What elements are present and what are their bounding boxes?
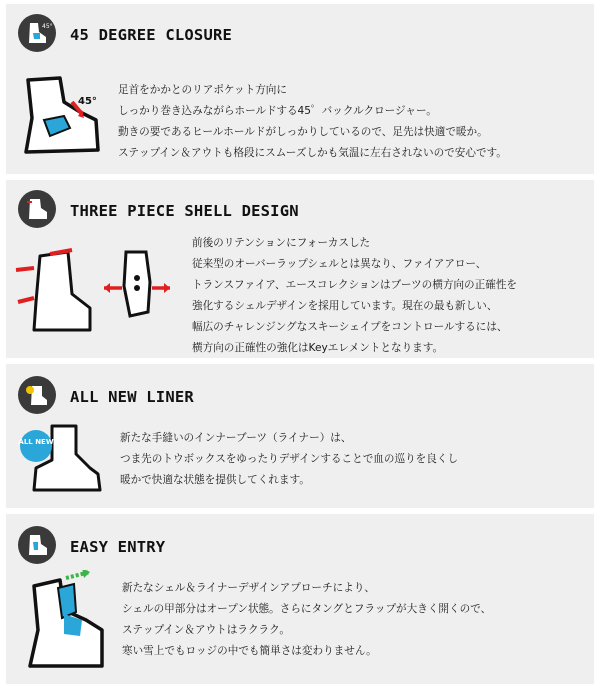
description-line: 動きの要であるヒールホールドがしっかりしているので、足先は快適で暖か。 — [118, 126, 488, 138]
description-line: 新たなシェル＆ライナーデザインアプローチにより、 — [122, 582, 375, 594]
feature-section-easy-entry — [6, 514, 594, 684]
svg-text:45°: 45° — [42, 23, 53, 30]
description-line: 横方向の正確性の強化はKeyエレメントとなります。 — [192, 342, 444, 354]
description-line: 寒い雪上でもロッジの中でも簡単さは変わりません。 — [122, 645, 377, 657]
description-line: 従来型のオーバーラップシェルとは異なり、ファイアアロー、 — [192, 258, 487, 270]
section-description — [122, 578, 491, 662]
liner-boot-icon — [18, 424, 108, 500]
easy-entry-boot-icon — [20, 570, 116, 678]
angle-label: 45° — [78, 96, 97, 107]
description-line: トランスファイア、エースコレクションはブーツの横方向の正確性を — [192, 279, 518, 291]
section-title: EASY ENTRY — [70, 538, 166, 556]
section-title: 45 DEGREE CLOSURE — [70, 26, 233, 44]
description-line: シェルの甲部分はオープン状態。さらにタングとフラップが大きく開くので、 — [122, 603, 492, 615]
all-new-badge: ALL NEW — [18, 438, 54, 446]
description-line: 強化するシェルデザインを採用しています。現在の最も新しい、 — [192, 300, 498, 312]
boot-45-degree-icon — [20, 72, 106, 164]
section-description — [118, 80, 507, 164]
description-line: 新たな手縫いのインナーブーツ（ライナー）は、 — [120, 432, 352, 444]
description-line: 足首をかかとのリアポケット方向に — [118, 84, 287, 96]
description-line: 前後のリテンションにフォーカスした — [192, 237, 371, 249]
description-line: 暖かで快適な状態を提供してくれます。 — [120, 474, 310, 486]
feature-section-three-piece-shell — [6, 180, 594, 358]
section-title: THREE PIECE SHELL DESIGN — [70, 202, 299, 220]
description-line: しっかり巻き込みながらホールドする45゜バックルクロージャー。 — [118, 105, 437, 117]
section-description — [120, 428, 458, 491]
section-title: ALL NEW LINER — [70, 388, 194, 406]
shell-boot-icon — [18, 190, 56, 228]
three-piece-shell-icon — [14, 242, 174, 342]
liner-icon — [18, 376, 56, 414]
description-line: 幅広のチャレンジングなスキーシェイプをコントロールするには、 — [192, 321, 508, 333]
feature-section-45-degree — [6, 4, 594, 174]
section-description — [192, 233, 517, 359]
description-line: ステップイン＆アウトはラクラク。 — [122, 624, 290, 636]
entry-boot-icon — [18, 526, 56, 564]
feature-section-all-new-liner — [6, 364, 594, 508]
description-line: つま先のトウボックスをゆったりデザインすることで血の巡りを良くし — [120, 453, 459, 465]
buckle-boot-icon — [18, 14, 56, 52]
description-line: ステップイン＆アウトも格段にスムーズしかも気温に左右されないので安心です。 — [118, 147, 507, 159]
